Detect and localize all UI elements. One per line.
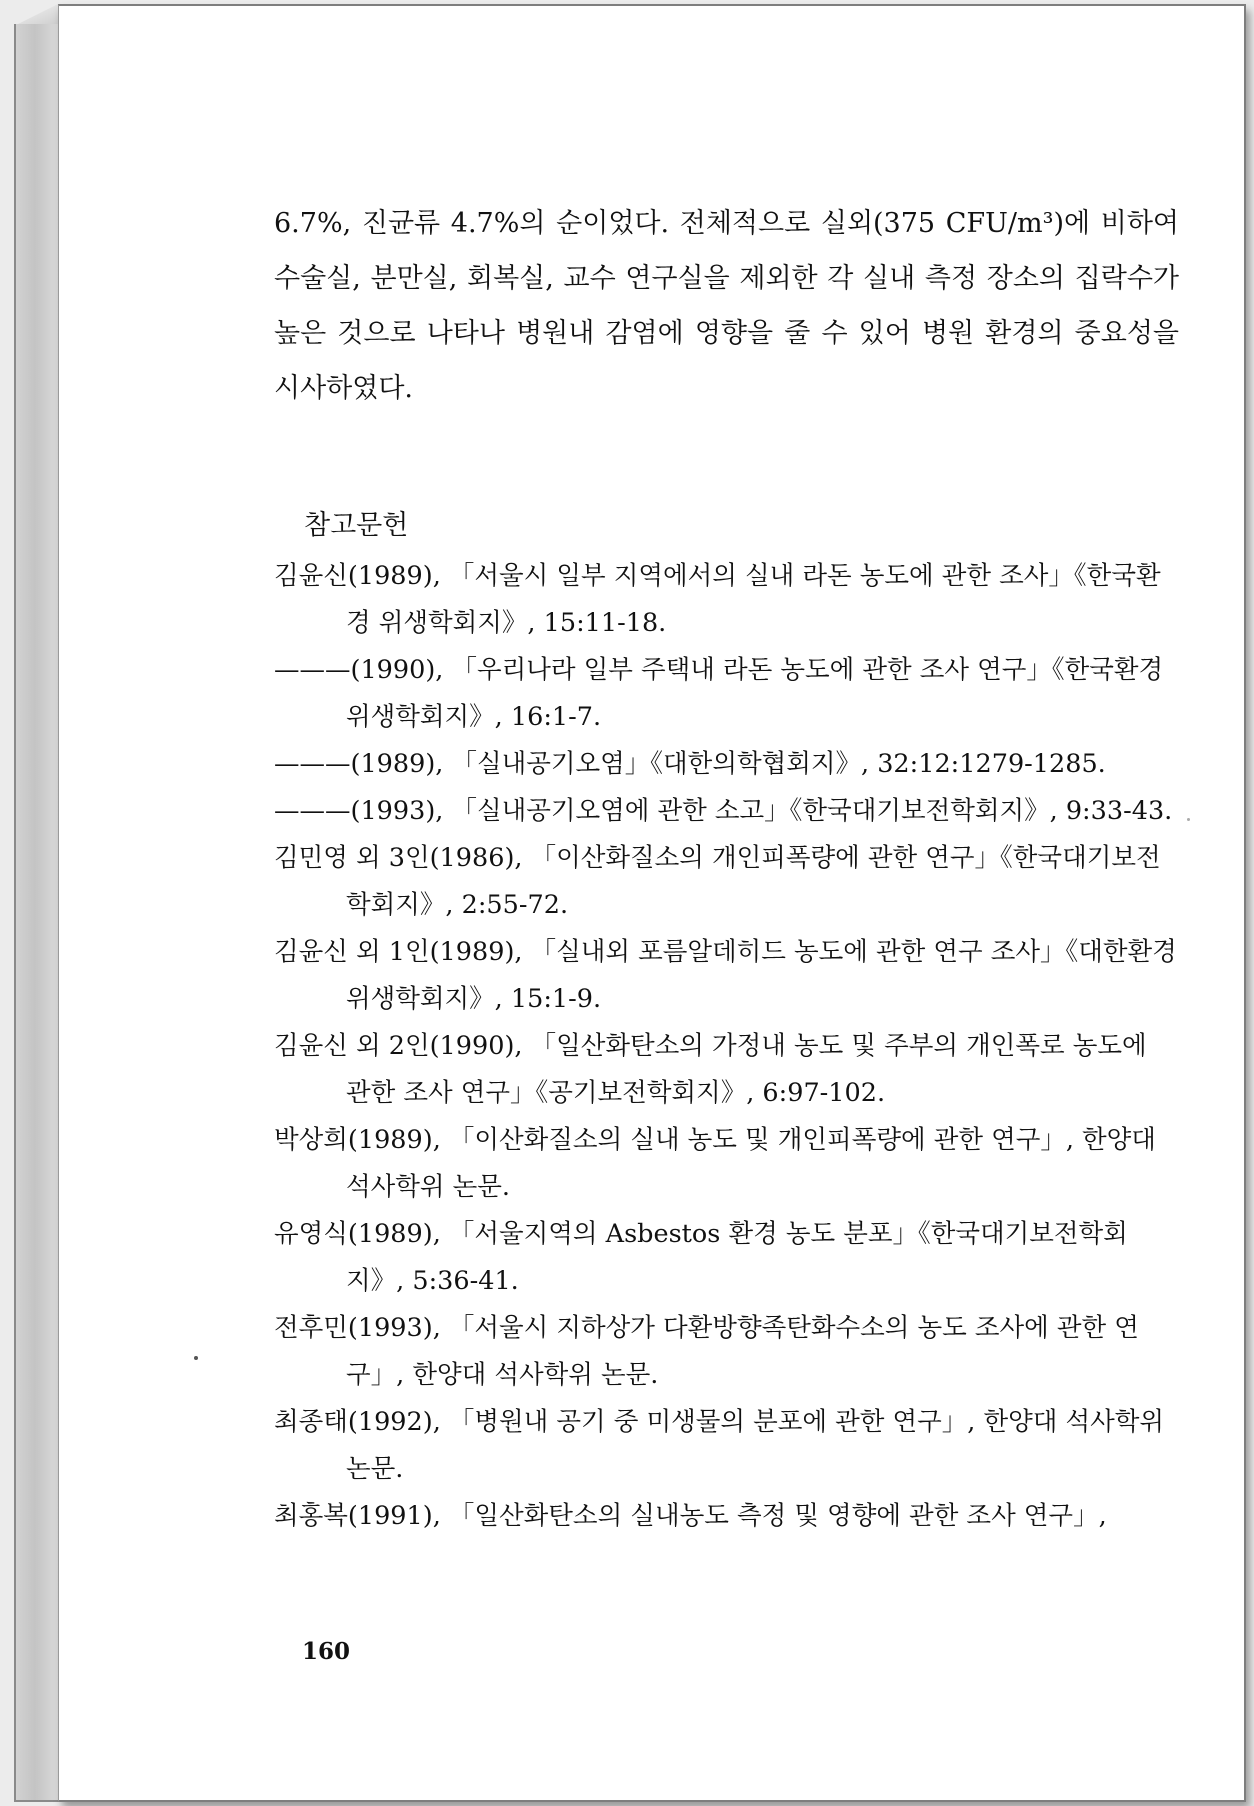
reference-item: ———(1989), 「실내공기오염」《대한의학협회지》, 32:12:1279-1285. [274, 749, 1106, 779]
reference-item: 최홍복(1991), 「일산화탄소의 실내농도 측정 및 영향에 관한 조사 연구」, [274, 1501, 1107, 1531]
book-edge-top [14, 4, 58, 26]
reference-item: 김윤신 외 2인(1990), 「일산화탄소의 가정내 농도 및 주부의 개인폭로 농도에 관한 조사 연구」《공기보전학회지》, 6:97-102. [274, 1031, 1147, 1108]
scan-speck [1187, 818, 1190, 821]
reference-item: 최종태(1992), 「병원내 공기 중 미생물의 분포에 관한 연구」, 한양대 석사학위 논문. [274, 1407, 1165, 1484]
book-side-edge [14, 24, 58, 1802]
book-page [58, 4, 1246, 1802]
reference-item: 유영식(1989), 「서울지역의 Asbestos 환경 농도 분포」《한국대기보전학회지》, 5:36-41. [274, 1219, 1128, 1296]
reference-item: 전후민(1993), 「서울시 지하상가 다환방향족탄화수소의 농도 조사에 관한 연구」, 한양대 석사학위 논문. [274, 1313, 1139, 1390]
body-paragraph: 6.7%, 진균류 4.7%의 순이었다. 전체적으로 실외(375 CFU/m³)에 비하여 수술실, 분만실, 회복실, 교수 연구실을 제외한 각 실내 측정 장소의 집락수가 높은 것으로 나타나 병원내 감염에 영향을 줄 수 있어 병원 환경의 중요성을 시사하였다. [274, 208, 1179, 404]
reference-item: ———(1993), 「실내공기오염에 관한 소고」《한국대기보전학회지》, 9:33-43. [274, 796, 1173, 826]
reference-item: 김윤신(1989), 「서울시 일부 지역에서의 실내 라돈 농도에 관한 조사」《한국환경 위생학회지》, 15:11-18. [274, 561, 1161, 638]
scan-speck [194, 1356, 198, 1360]
reference-item: 박상희(1989), 「이산화질소의 실내 농도 및 개인피폭량에 관한 연구」, 한양대 석사학위 논문. [274, 1125, 1156, 1202]
references-heading: 참고문헌 [304, 510, 409, 541]
reference-item: 김민영 외 3인(1986), 「이산화질소의 개인피폭량에 관한 연구」《한국대기보전학회지》, 2:55-72. [274, 843, 1161, 920]
reference-item: 김윤신 외 1인(1989), 「실내외 포름알데히드 농도에 관한 연구 조사」《대한환경위생학회지》, 15:1-9. [274, 937, 1177, 1014]
reference-item: ———(1990), 「우리나라 일부 주택내 라돈 농도에 관한 조사 연구」《한국환경 위생학회지》, 16:1-7. [274, 655, 1164, 732]
references-list [274, 553, 1179, 1540]
page-number: 160 [302, 1638, 351, 1665]
book [14, 4, 1246, 1802]
